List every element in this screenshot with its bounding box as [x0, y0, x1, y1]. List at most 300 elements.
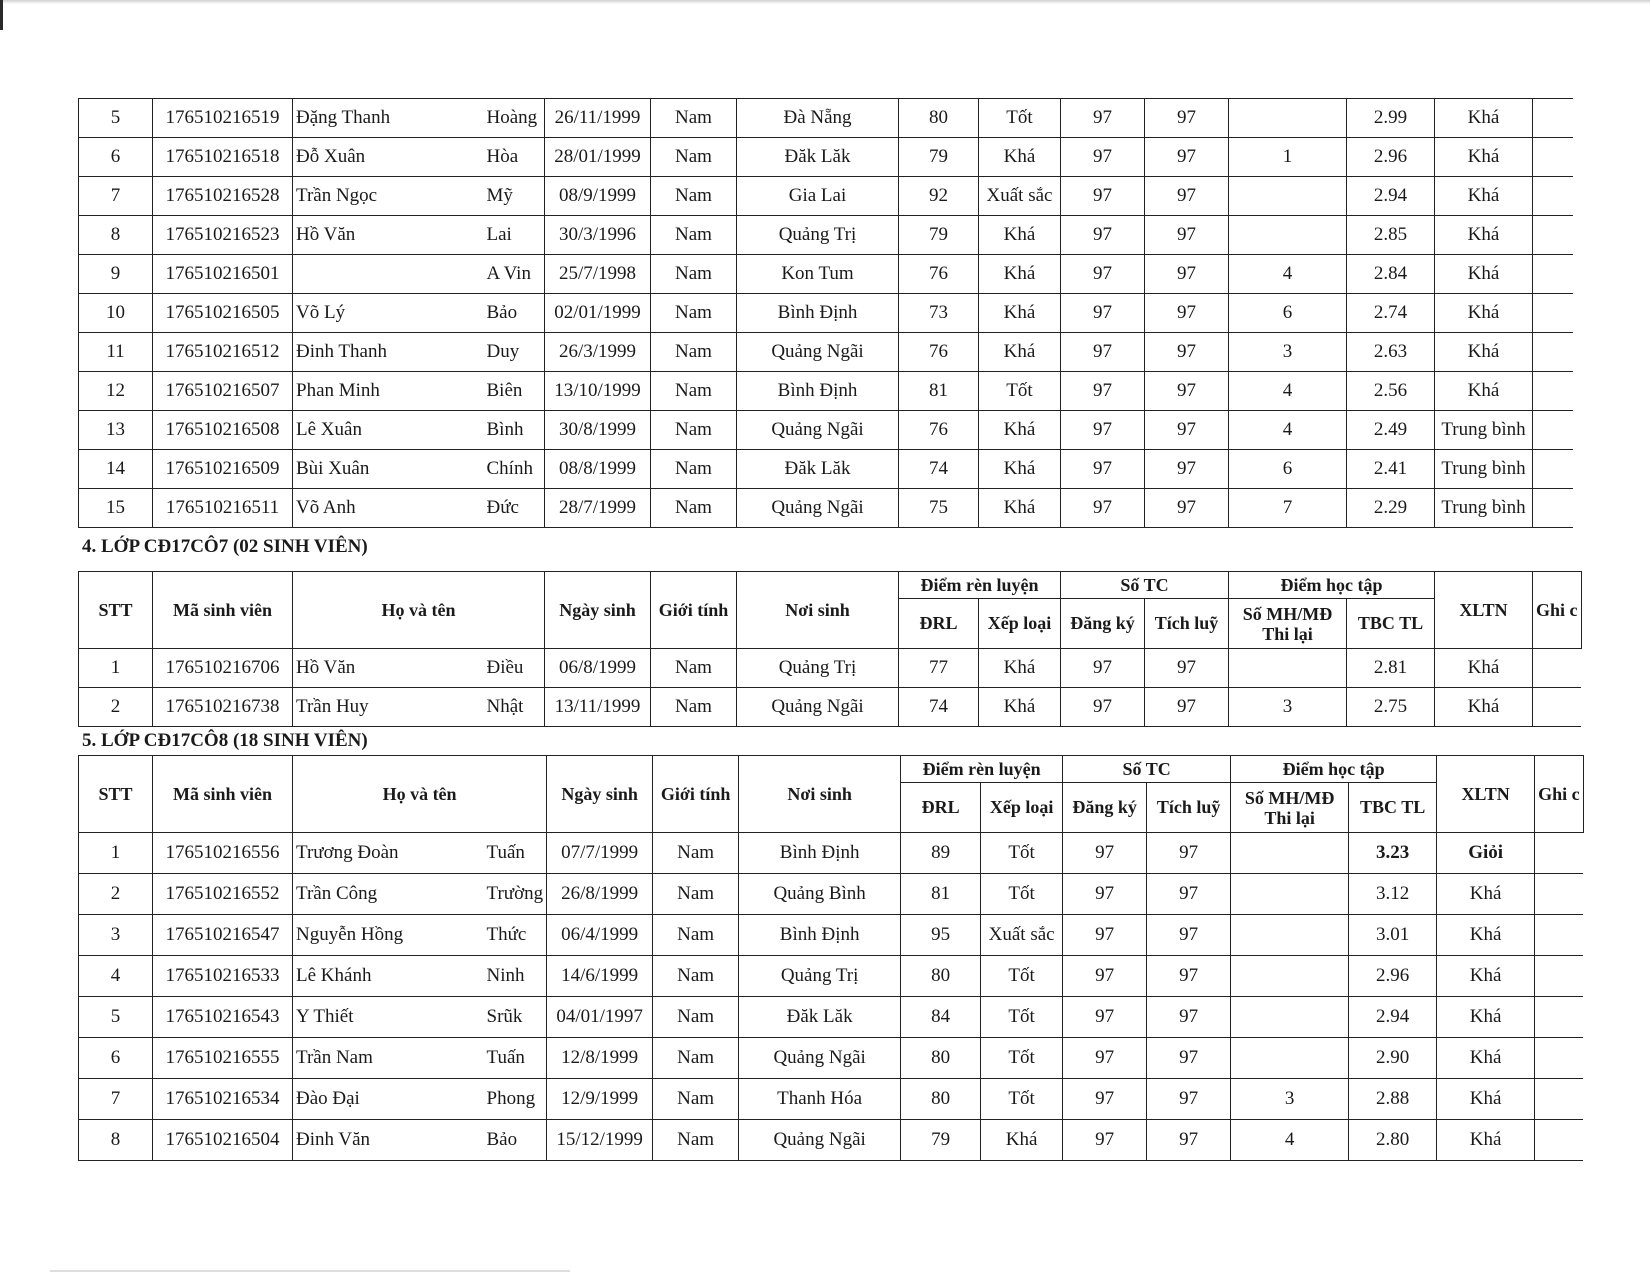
- cell-ho: Trần Ngọc: [293, 177, 473, 216]
- cell-ma-sv: 176510216504: [153, 1120, 293, 1161]
- cell-tich-luy: 97: [1145, 294, 1229, 333]
- cell-xep-loai: Xuất sắc: [981, 915, 1063, 956]
- header-tich-luy: Tích luỹ: [1145, 599, 1229, 649]
- header-xltn: XLTN: [1437, 756, 1535, 833]
- cell-tich-luy: 97: [1145, 489, 1229, 528]
- table-row: [79, 255, 1573, 294]
- table-row: [79, 294, 1573, 333]
- cell-dang-ky: 97: [1061, 489, 1145, 528]
- header-dang-ky: Đăng ký: [1063, 783, 1147, 833]
- header-tbc-tl: TBC TL: [1347, 599, 1435, 649]
- cell-tich-luy: 97: [1147, 874, 1231, 915]
- cell-tich-luy: 97: [1145, 372, 1229, 411]
- cell-ho: Đỗ Xuân: [293, 138, 473, 177]
- cell-ghi-chu: [1533, 450, 1573, 489]
- cell-tich-luy: 97: [1147, 1079, 1231, 1120]
- header-drl: ĐRL: [901, 783, 981, 833]
- cell-ngay-sinh: 30/3/1996: [545, 216, 651, 255]
- cell-xep-loai: Tốt: [981, 997, 1063, 1038]
- cell-drl: 79: [901, 1120, 981, 1161]
- table-row: [79, 1079, 1584, 1120]
- cell-gioi-tinh: Nam: [651, 216, 737, 255]
- cell-ho: Đào Đại: [293, 1079, 473, 1120]
- cell-drl: 77: [899, 649, 979, 688]
- cell-xep-loai: Xuất sắc: [979, 177, 1061, 216]
- header-ho-ten: Họ và tên: [293, 756, 547, 833]
- header-ngay-sinh: Ngày sinh: [545, 572, 651, 649]
- cell-tich-luy: 97: [1145, 688, 1229, 727]
- cell-ngay-sinh: 08/8/1999: [545, 450, 651, 489]
- cell-xep-loai: Khá: [979, 138, 1061, 177]
- cell-ma-sv: 176510216706: [153, 649, 293, 688]
- cell-ma-sv: 176510216533: [153, 956, 293, 997]
- header-so-tc: Số TC: [1063, 756, 1231, 783]
- cell-drl: 74: [899, 450, 979, 489]
- cell-ma-sv: 176510216534: [153, 1079, 293, 1120]
- table-header: [79, 572, 1582, 649]
- cell-gioi-tinh: Nam: [653, 1120, 739, 1161]
- cell-tbc-tl: 2.94: [1349, 997, 1437, 1038]
- header-so-tc: Số TC: [1061, 572, 1229, 599]
- cell-tbc-tl: 2.90: [1349, 1038, 1437, 1079]
- cell-ho: Y Thiết: [293, 997, 473, 1038]
- cell-xep-loai: Tốt: [981, 956, 1063, 997]
- cell-ghi-chu: [1533, 177, 1573, 216]
- cell-ten: A Vin: [473, 255, 545, 294]
- cell-noi-sinh: Quảng Ngãi: [739, 1120, 901, 1161]
- cell-gioi-tinh: Nam: [651, 411, 737, 450]
- cell-xep-loai: Khá: [979, 216, 1061, 255]
- cell-ma-sv: 176510216518: [153, 138, 293, 177]
- header-stt: STT: [79, 572, 153, 649]
- cell-ho: Lê Xuân: [293, 411, 473, 450]
- cell-noi-sinh: Quảng Bình: [739, 874, 901, 915]
- cell-stt: 2: [79, 874, 153, 915]
- header-noi-sinh: Nơi sinh: [739, 756, 901, 833]
- cell-stt: 6: [79, 1038, 153, 1079]
- cell-xltn: Khá: [1437, 1038, 1535, 1079]
- cell-drl: 80: [901, 1079, 981, 1120]
- cell-ngay-sinh: 28/7/1999: [545, 489, 651, 528]
- cell-gioi-tinh: Nam: [651, 489, 737, 528]
- cell-gioi-tinh: Nam: [651, 294, 737, 333]
- cell-ho: Võ Anh: [293, 489, 473, 528]
- cell-gioi-tinh: Nam: [653, 1038, 739, 1079]
- cell-ten: Bảo: [473, 294, 545, 333]
- table-row: [79, 833, 1584, 874]
- table-row: [79, 138, 1573, 177]
- cell-tich-luy: 97: [1147, 997, 1231, 1038]
- header-tbc-tl: TBC TL: [1349, 783, 1437, 833]
- cell-dang-ky: 97: [1061, 450, 1145, 489]
- cell-drl: 84: [901, 997, 981, 1038]
- table-row: [79, 372, 1573, 411]
- cell-xltn: Khá: [1437, 874, 1535, 915]
- cell-ho: Hồ Văn: [293, 216, 473, 255]
- header-xep-loai: Xếp loại: [981, 783, 1063, 833]
- table-row: [79, 411, 1573, 450]
- cell-gioi-tinh: Nam: [651, 138, 737, 177]
- table-header: [79, 756, 1584, 833]
- cell-ten: Tuấn: [473, 1038, 547, 1079]
- cell-ten: Srũk: [473, 997, 547, 1038]
- cell-stt: 15: [79, 489, 153, 528]
- cell-ngay-sinh: 07/7/1999: [547, 833, 653, 874]
- cell-xltn: Khá: [1435, 177, 1533, 216]
- cell-drl: 81: [899, 372, 979, 411]
- cell-noi-sinh: Đà Nẵng: [737, 99, 899, 138]
- cell-noi-sinh: Bình Định: [737, 294, 899, 333]
- cell-tbc-tl: 2.80: [1349, 1120, 1437, 1161]
- cell-ten: Biên: [473, 372, 545, 411]
- cell-ho: Võ Lý: [293, 294, 473, 333]
- cell-xltn: Trung bình: [1435, 411, 1533, 450]
- cell-ghi-chu: [1533, 99, 1573, 138]
- cell-noi-sinh: Quảng Ngãi: [737, 489, 899, 528]
- cell-ghi-chu: [1533, 411, 1573, 450]
- cell-ten: Trường: [473, 874, 547, 915]
- cell-xltn: Trung bình: [1435, 489, 1533, 528]
- cell-thi-lai: 4: [1229, 372, 1347, 411]
- cell-ma-sv: 176510216555: [153, 1038, 293, 1079]
- cell-stt: 1: [79, 649, 153, 688]
- cell-tich-luy: 97: [1147, 1120, 1231, 1161]
- cell-tbc-tl: 2.96: [1349, 956, 1437, 997]
- cell-noi-sinh: Bình Định: [737, 372, 899, 411]
- cell-noi-sinh: Đăk Lăk: [737, 450, 899, 489]
- cell-stt: 1: [79, 833, 153, 874]
- cell-ho: [293, 255, 473, 294]
- cell-thi-lai: [1229, 177, 1347, 216]
- cell-ghi-chu: [1535, 956, 1584, 997]
- table-body: [79, 833, 1584, 1161]
- cell-xep-loai: Khá: [979, 450, 1061, 489]
- cell-thi-lai: [1229, 99, 1347, 138]
- cell-xltn: Khá: [1437, 915, 1535, 956]
- cell-dang-ky: 97: [1061, 294, 1145, 333]
- cell-xltn: Khá: [1437, 956, 1535, 997]
- cell-xltn: Giỏi: [1437, 833, 1535, 874]
- cell-tich-luy: 97: [1145, 99, 1229, 138]
- cell-dang-ky: 97: [1061, 372, 1145, 411]
- cell-ma-sv: 176510216519: [153, 99, 293, 138]
- cell-ghi-chu: [1533, 649, 1582, 688]
- cell-thi-lai: 4: [1231, 1120, 1349, 1161]
- header-diem-ren-luyen: Điểm rèn luyện: [899, 572, 1061, 599]
- cell-ghi-chu: [1535, 915, 1584, 956]
- cell-ho: Lê Khánh: [293, 956, 473, 997]
- header-so-mh-thi-lai: [1231, 783, 1349, 833]
- cell-ghi-chu: [1533, 255, 1573, 294]
- cell-noi-sinh: Quảng Ngãi: [737, 411, 899, 450]
- cell-tbc-tl: 2.84: [1347, 255, 1435, 294]
- cell-ho: Đinh Văn: [293, 1120, 473, 1161]
- cell-tbc-tl: 3.23: [1349, 833, 1437, 874]
- cell-tbc-tl: 2.88: [1349, 1079, 1437, 1120]
- header-gioi-tinh: Giới tính: [653, 756, 739, 833]
- cell-noi-sinh: Quảng Ngãi: [739, 1038, 901, 1079]
- header-xep-loai: Xếp loại: [979, 599, 1061, 649]
- cell-ghi-chu: [1535, 1079, 1584, 1120]
- table-row: [79, 1038, 1584, 1079]
- cell-noi-sinh: Quảng Ngãi: [737, 688, 899, 727]
- cell-ngay-sinh: 13/11/1999: [545, 688, 651, 727]
- cell-tich-luy: 97: [1147, 915, 1231, 956]
- cell-ngay-sinh: 13/10/1999: [545, 372, 651, 411]
- cell-dang-ky: 97: [1063, 956, 1147, 997]
- cell-xep-loai: Khá: [979, 649, 1061, 688]
- cell-ten: Mỹ: [473, 177, 545, 216]
- cell-ngay-sinh: 08/9/1999: [545, 177, 651, 216]
- cell-ghi-chu: [1535, 874, 1584, 915]
- cell-ma-sv: 176510216507: [153, 372, 293, 411]
- cell-ngay-sinh: 26/3/1999: [545, 333, 651, 372]
- cell-thi-lai: [1231, 833, 1349, 874]
- cell-noi-sinh: Đăk Lăk: [739, 997, 901, 1038]
- table-row: [79, 649, 1582, 688]
- cell-thi-lai: 7: [1229, 489, 1347, 528]
- cell-xltn: Khá: [1435, 372, 1533, 411]
- cell-ghi-chu: [1535, 833, 1584, 874]
- scan-edge-top: [0, 0, 1650, 4]
- cell-ma-sv: 176510216508: [153, 411, 293, 450]
- cell-gioi-tinh: Nam: [653, 915, 739, 956]
- cell-drl: 92: [899, 177, 979, 216]
- cell-ten: Chính: [473, 450, 545, 489]
- cell-ten: Ninh: [473, 956, 547, 997]
- cell-thi-lai: 4: [1229, 255, 1347, 294]
- cell-gioi-tinh: Nam: [651, 177, 737, 216]
- cell-dang-ky: 97: [1061, 649, 1145, 688]
- cell-ghi-chu: [1533, 333, 1573, 372]
- table-row: [79, 177, 1573, 216]
- cell-tbc-tl: 2.81: [1347, 649, 1435, 688]
- header-noi-sinh: Nơi sinh: [737, 572, 899, 649]
- cell-tbc-tl: 2.41: [1347, 450, 1435, 489]
- cell-ma-sv: 176510216523: [153, 216, 293, 255]
- cell-dang-ky: 97: [1061, 411, 1145, 450]
- cell-xep-loai: Khá: [979, 411, 1061, 450]
- cell-drl: 76: [899, 333, 979, 372]
- cell-ma-sv: 176510216552: [153, 874, 293, 915]
- cell-dang-ky: 97: [1061, 138, 1145, 177]
- cell-ten: Bảo: [473, 1120, 547, 1161]
- cell-ngay-sinh: 15/12/1999: [547, 1120, 653, 1161]
- cell-stt: 7: [79, 1079, 153, 1120]
- header-so-mh-thi-lai: [1229, 599, 1347, 649]
- cell-ten: Bình: [473, 411, 545, 450]
- cell-xep-loai: Tốt: [979, 99, 1061, 138]
- cell-ho: Hồ Văn: [293, 649, 473, 688]
- cell-ho: Nguyễn Hồng: [293, 915, 473, 956]
- cell-tich-luy: 97: [1145, 333, 1229, 372]
- cell-noi-sinh: Quảng Ngãi: [737, 333, 899, 372]
- cell-ghi-chu: [1535, 997, 1584, 1038]
- cell-xep-loai: Tốt: [979, 372, 1061, 411]
- cell-noi-sinh: Quảng Trị: [737, 216, 899, 255]
- cell-ma-sv: 176510216547: [153, 915, 293, 956]
- cell-thi-lai: 4: [1229, 411, 1347, 450]
- cell-ten: Hòa: [473, 138, 545, 177]
- cell-drl: 81: [901, 874, 981, 915]
- cell-gioi-tinh: Nam: [653, 833, 739, 874]
- cell-xltn: Khá: [1435, 216, 1533, 255]
- cell-xep-loai: Khá: [979, 294, 1061, 333]
- cell-thi-lai: 3: [1231, 1079, 1349, 1120]
- cell-tbc-tl: 2.85: [1347, 216, 1435, 255]
- cell-ghi-chu: [1535, 1038, 1584, 1079]
- cell-ma-sv: 176510216501: [153, 255, 293, 294]
- cell-ghi-chu: [1533, 372, 1573, 411]
- cell-xep-loai: Khá: [981, 1120, 1063, 1161]
- cell-ngay-sinh: 06/8/1999: [545, 649, 651, 688]
- cell-ten: Tuấn: [473, 833, 547, 874]
- cell-xep-loai: Khá: [979, 489, 1061, 528]
- cell-ho: Trần Công: [293, 874, 473, 915]
- cell-stt: 8: [79, 216, 153, 255]
- class-table-cd17co7: [78, 571, 1582, 727]
- cell-gioi-tinh: Nam: [651, 255, 737, 294]
- cell-stt: 5: [79, 997, 153, 1038]
- cell-stt: 3: [79, 915, 153, 956]
- cell-ma-sv: 176510216528: [153, 177, 293, 216]
- header-so-mh-line2: Thi lại: [1262, 623, 1313, 644]
- cell-xep-loai: Tốt: [981, 833, 1063, 874]
- cell-ho: Đinh Thanh: [293, 333, 473, 372]
- cell-ten: Lai: [473, 216, 545, 255]
- cell-thi-lai: [1229, 649, 1347, 688]
- cell-ma-sv: 176510216511: [153, 489, 293, 528]
- cell-ten: Duy: [473, 333, 545, 372]
- cell-ngay-sinh: 12/9/1999: [547, 1079, 653, 1120]
- cell-stt: 13: [79, 411, 153, 450]
- header-ma-sv: Mã sinh viên: [153, 756, 293, 833]
- header-ngay-sinh: Ngày sinh: [547, 756, 653, 833]
- header-ho-ten: Họ và tên: [293, 572, 545, 649]
- cell-ma-sv: 176510216543: [153, 997, 293, 1038]
- cell-gioi-tinh: Nam: [651, 99, 737, 138]
- cell-dang-ky: 97: [1063, 833, 1147, 874]
- cell-thi-lai: [1231, 874, 1349, 915]
- cell-dang-ky: 97: [1061, 99, 1145, 138]
- cell-gioi-tinh: Nam: [651, 333, 737, 372]
- cell-stt: 5: [79, 99, 153, 138]
- cell-ngay-sinh: 26/11/1999: [545, 99, 651, 138]
- cell-ho: Bùi Xuân: [293, 450, 473, 489]
- cell-tbc-tl: 3.12: [1349, 874, 1437, 915]
- cell-tich-luy: 97: [1145, 450, 1229, 489]
- cell-xltn: Khá: [1435, 255, 1533, 294]
- section-title-5: 5. LỚP CĐ17CÔ8 (18 SINH VIÊN): [82, 730, 368, 751]
- cell-xltn: Khá: [1435, 649, 1533, 688]
- cell-drl: 73: [899, 294, 979, 333]
- cell-tich-luy: 97: [1145, 216, 1229, 255]
- table-row: [79, 333, 1573, 372]
- table-row: [79, 915, 1584, 956]
- table-row: [79, 450, 1573, 489]
- cell-noi-sinh: Đăk Lăk: [737, 138, 899, 177]
- cell-noi-sinh: Bình Định: [739, 833, 901, 874]
- cell-thi-lai: [1231, 997, 1349, 1038]
- table-body: [79, 99, 1573, 528]
- cell-xltn: Khá: [1435, 333, 1533, 372]
- header-gioi-tinh: Giới tính: [651, 572, 737, 649]
- cell-stt: 11: [79, 333, 153, 372]
- cell-stt: 12: [79, 372, 153, 411]
- cell-xep-loai: Tốt: [981, 1079, 1063, 1120]
- cell-ngay-sinh: 28/01/1999: [545, 138, 651, 177]
- cell-gioi-tinh: Nam: [651, 372, 737, 411]
- table-row: [79, 688, 1582, 727]
- cell-dang-ky: 97: [1063, 1038, 1147, 1079]
- cell-drl: 79: [899, 216, 979, 255]
- cell-ghi-chu: [1533, 489, 1573, 528]
- cell-ma-sv: 176510216556: [153, 833, 293, 874]
- header-so-mh-line1: Số MH/MĐ: [1244, 787, 1335, 808]
- header-diem-hoc-tap: Điểm học tập: [1231, 756, 1437, 783]
- cell-xltn: Khá: [1437, 1120, 1535, 1161]
- table-row: [79, 997, 1584, 1038]
- cell-stt: 4: [79, 956, 153, 997]
- cell-drl: 75: [899, 489, 979, 528]
- table-row: [79, 874, 1584, 915]
- section-title-4: 4. LỚP CĐ17CÔ7 (02 SINH VIÊN): [82, 536, 368, 557]
- cell-gioi-tinh: Nam: [651, 649, 737, 688]
- cell-ten: Điều: [473, 649, 545, 688]
- cell-xltn: Khá: [1437, 997, 1535, 1038]
- cell-drl: 89: [901, 833, 981, 874]
- cell-tich-luy: 97: [1147, 833, 1231, 874]
- header-so-mh-line1: Số MH/MĐ: [1242, 603, 1333, 624]
- cell-noi-sinh: Bình Định: [739, 915, 901, 956]
- cell-ngay-sinh: 25/7/1998: [545, 255, 651, 294]
- header-xltn: XLTN: [1435, 572, 1533, 649]
- cell-ma-sv: 176510216505: [153, 294, 293, 333]
- cell-thi-lai: 3: [1229, 688, 1347, 727]
- cell-xep-loai: Tốt: [981, 874, 1063, 915]
- cell-tich-luy: 97: [1145, 177, 1229, 216]
- cell-drl: 76: [899, 411, 979, 450]
- header-ghi-chu: Ghi c: [1533, 572, 1582, 649]
- cell-ten: Đức: [473, 489, 545, 528]
- cell-xep-loai: Khá: [979, 688, 1061, 727]
- cell-noi-sinh: Gia Lai: [737, 177, 899, 216]
- cell-stt: 9: [79, 255, 153, 294]
- cell-drl: 74: [899, 688, 979, 727]
- cell-ghi-chu: [1533, 216, 1573, 255]
- cell-stt: 8: [79, 1120, 153, 1161]
- header-tich-luy: Tích luỹ: [1147, 783, 1231, 833]
- cell-ho: Trần Huy: [293, 688, 473, 727]
- cell-tich-luy: 97: [1147, 956, 1231, 997]
- cell-drl: 95: [901, 915, 981, 956]
- cell-tbc-tl: 2.94: [1347, 177, 1435, 216]
- header-so-mh-line2: Thi lại: [1264, 807, 1315, 828]
- cell-thi-lai: [1231, 956, 1349, 997]
- cell-gioi-tinh: Nam: [653, 956, 739, 997]
- cell-tbc-tl: 2.29: [1347, 489, 1435, 528]
- cell-ho: Phan Minh: [293, 372, 473, 411]
- cell-ghi-chu: [1533, 688, 1582, 727]
- header-diem-ren-luyen: Điểm rèn luyện: [901, 756, 1063, 783]
- cell-gioi-tinh: Nam: [653, 997, 739, 1038]
- cell-ten: Hoàng: [473, 99, 545, 138]
- cell-tich-luy: 97: [1145, 411, 1229, 450]
- cell-tbc-tl: 3.01: [1349, 915, 1437, 956]
- cell-ngay-sinh: 06/4/1999: [547, 915, 653, 956]
- cell-ho: Đặng Thanh: [293, 99, 473, 138]
- cell-ho: Trần Nam: [293, 1038, 473, 1079]
